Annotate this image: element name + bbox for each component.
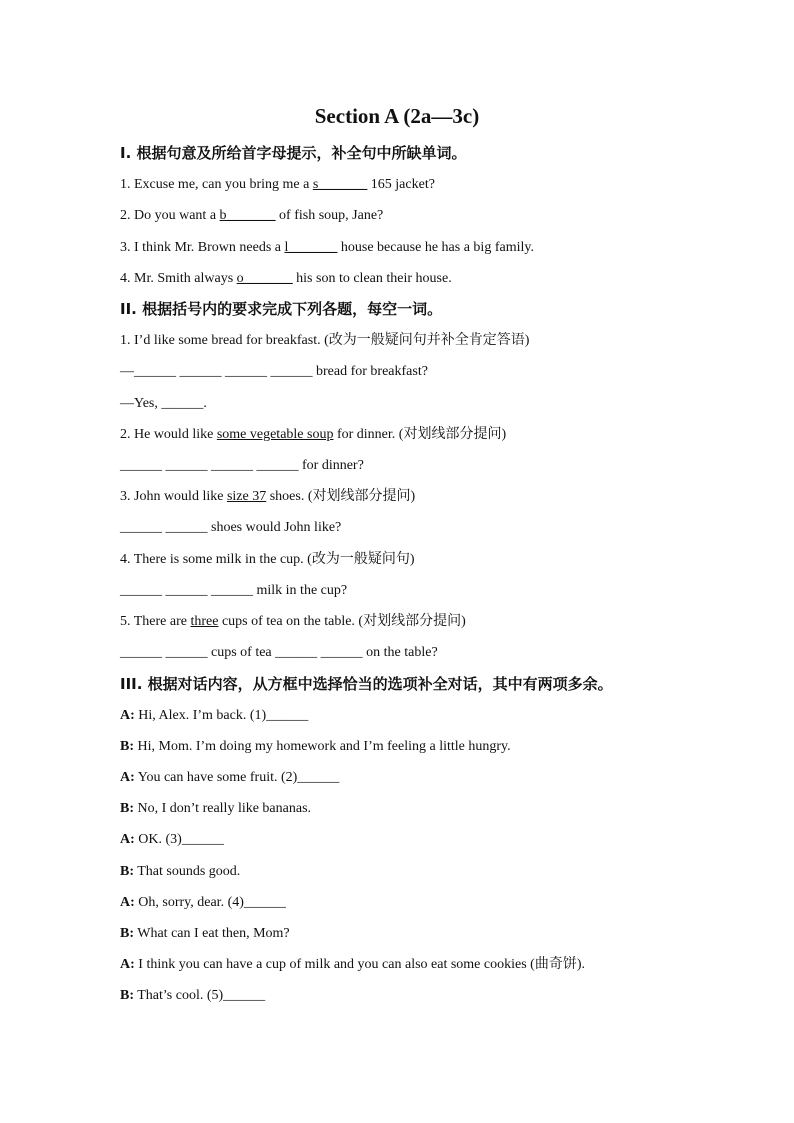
speaker-label: A: — [120, 957, 135, 972]
q-text: 3. John would like — [120, 489, 227, 504]
part2-question-1: 1. I’d like some bread for breakfast. (改为一般疑问句并补全肯定答语) — [120, 333, 530, 348]
blank: o_______ — [236, 271, 293, 286]
speaker-label: B: — [120, 926, 134, 941]
part1-question-4 — [120, 270, 452, 288]
speaker-label: A: — [120, 832, 135, 847]
speaker-label: B: — [120, 988, 134, 1003]
dialogue-text: That’s cool. (5)______ — [134, 988, 266, 1003]
dialogue-text: What can I eat then, Mom? — [134, 926, 290, 941]
dialogue-line — [120, 738, 511, 756]
q-text: house because he has a big family. — [337, 240, 534, 255]
part2-answer-4: ______ ______ ______ milk in the cup? — [120, 583, 348, 598]
speaker-label: B: — [120, 864, 134, 879]
part2-question-4: 4. There is some milk in the cup. (改为一般疑问句) — [120, 552, 415, 567]
dialogue-text: Oh, sorry, dear. (4)______ — [134, 895, 286, 910]
underlined-phrase: size 37 — [226, 489, 267, 504]
dialogue-text: I think you can have a cup of milk and you can also eat some cookies (曲奇饼). — [134, 957, 585, 972]
part2-answer-3: ______ ______ shoes would John like? — [120, 520, 342, 535]
q-text: 1. Excuse me, can you bring me a — [120, 177, 313, 192]
dialogue-text: You can have some fruit. (2)______ — [134, 770, 340, 785]
underlined-phrase: three — [190, 614, 219, 629]
q-text: his son to clean their house. — [292, 271, 452, 286]
part1-question-2 — [120, 207, 383, 225]
q-text: 165 jacket? — [367, 177, 435, 192]
dialogue-text: No, I don’t really like bananas. — [134, 801, 312, 816]
dialogue-text: Hi, Alex. I’m back. (1)______ — [134, 708, 309, 723]
part2-question-3 — [120, 488, 415, 506]
dialogue-text: Hi, Mom. I’m doing my homework and I’m feeling a little hungry. — [134, 739, 511, 754]
dialogue-line — [120, 707, 308, 725]
q-text: of fish soup, Jane? — [275, 208, 384, 223]
dialogue-line — [120, 925, 290, 943]
blank: b_______ — [219, 208, 276, 223]
dialogue-line — [120, 956, 585, 974]
q-text: 2. He would like — [120, 427, 217, 442]
dialogue-line — [120, 863, 240, 881]
part2-heading: II. 根据括号内的要求完成下列各题，每空一词。 — [120, 300, 443, 318]
dialogue-text: That sounds good. — [134, 864, 241, 879]
blank: l_______ — [284, 240, 338, 255]
q-text: cups of tea on the table. (对划线部分提问) — [218, 614, 466, 629]
q-text: 5. There are — [120, 614, 191, 629]
dialogue-line — [120, 831, 224, 849]
q-text: 3. I think Mr. Brown needs a — [120, 240, 285, 255]
part2-question-5 — [120, 613, 466, 631]
speaker-label: B: — [120, 739, 134, 754]
q-text: 4. Mr. Smith always — [120, 271, 237, 286]
part1-heading: Ⅰ. 根据句意及所给首字母提示，补全句中所缺单词。 — [120, 144, 467, 162]
speaker-label: A: — [120, 895, 135, 910]
dialogue-line — [120, 894, 286, 912]
speaker-label: A: — [120, 708, 135, 723]
part2-answer-1a: —______ ______ ______ ______ bread for breakfast? — [120, 364, 428, 379]
page-title: Section A (2a—3c) — [314, 104, 480, 128]
speaker-label: A: — [120, 770, 135, 785]
dialogue-text: OK. (3)______ — [134, 832, 224, 847]
part1-question-3 — [120, 239, 534, 257]
dialogue-line — [120, 800, 311, 818]
part1-question-1 — [120, 176, 435, 194]
dialogue-line — [120, 987, 265, 1005]
q-text: for dinner. (对划线部分提问) — [333, 427, 507, 442]
speaker-label: B: — [120, 801, 134, 816]
part3-heading: III. 根据对话内容，从方框中选择恰当的选项补全对话，其中有两项多余。 — [120, 675, 613, 693]
part2-question-2 — [120, 426, 506, 444]
underlined-phrase: some vegetable soup — [216, 427, 334, 442]
part2-answer-5: ______ ______ cups of tea ______ ______ on the table? — [120, 645, 438, 660]
part2-answer-2: ______ ______ ______ ______ for dinner? — [120, 458, 364, 473]
dialogue-line — [120, 769, 339, 787]
q-text: shoes. (对划线部分提问) — [266, 489, 416, 504]
part2-answer-1b: —Yes, ______. — [120, 396, 207, 411]
q-text: 2. Do you want a — [120, 208, 220, 223]
blank: s_______ — [312, 177, 368, 192]
